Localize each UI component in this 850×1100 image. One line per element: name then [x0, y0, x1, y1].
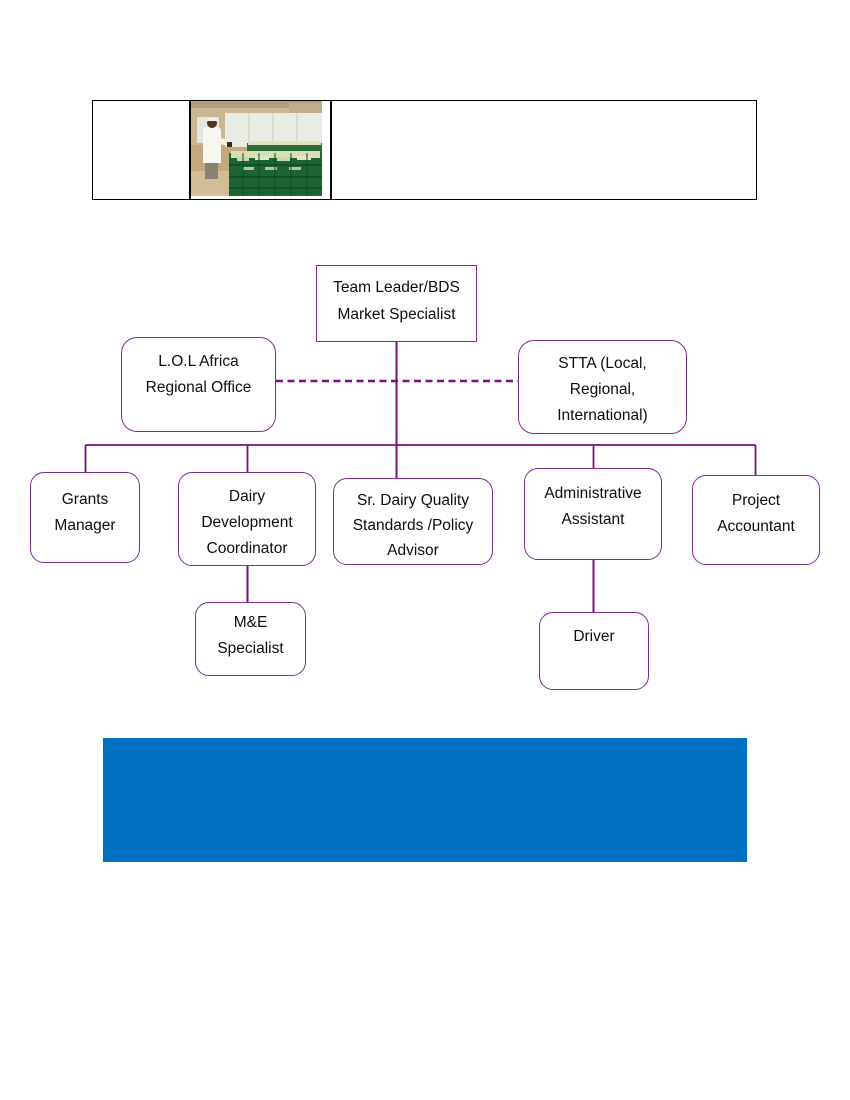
org-node-label: Regional Office	[145, 379, 252, 396]
org-node-sr-dairy-quality-advisor	[333, 478, 493, 565]
org-node-label: M&E	[233, 614, 268, 631]
org-node-label: Market Specialist	[337, 306, 456, 323]
org-node-label: Administrative	[544, 485, 642, 502]
org-node-label: Specialist	[217, 640, 284, 657]
org-node-label: STTA (Local,	[558, 355, 647, 372]
org-node-administrative-assistant	[524, 468, 662, 560]
org-node-project-accountant	[692, 475, 820, 565]
org-node-label: Project	[731, 492, 781, 509]
org-node-label: Development	[201, 514, 293, 531]
org-node-lol-africa-regional-office	[121, 337, 276, 432]
org-node-label: Grants	[61, 491, 109, 508]
org-node-driver	[539, 612, 649, 690]
org-node-label: Sr. Dairy Quality	[357, 492, 469, 509]
org-node-me-specialist	[195, 602, 306, 676]
blue-highlight-block	[103, 738, 747, 862]
org-node-stta	[518, 340, 687, 434]
org-node-label: International)	[557, 407, 648, 424]
org-node-label: Coordinator	[206, 540, 288, 557]
org-node-grants-manager	[30, 472, 140, 563]
org-node-label: Driver	[573, 628, 615, 645]
org-node-label: Accountant	[717, 518, 795, 535]
org-node-label: Manager	[54, 517, 116, 534]
org-node-label: L.O.L Africa	[158, 353, 239, 370]
org-node-label: Team Leader/BDS	[333, 279, 460, 296]
org-node-team-leader	[316, 265, 477, 342]
org-node-label: Advisor	[387, 542, 439, 559]
org-node-dairy-development-coordinator	[178, 472, 316, 566]
org-node-label: Standards /Policy	[352, 517, 474, 534]
org-node-label: Regional,	[569, 381, 636, 398]
org-node-label: Dairy	[228, 488, 266, 505]
org-node-label: Assistant	[561, 511, 625, 528]
